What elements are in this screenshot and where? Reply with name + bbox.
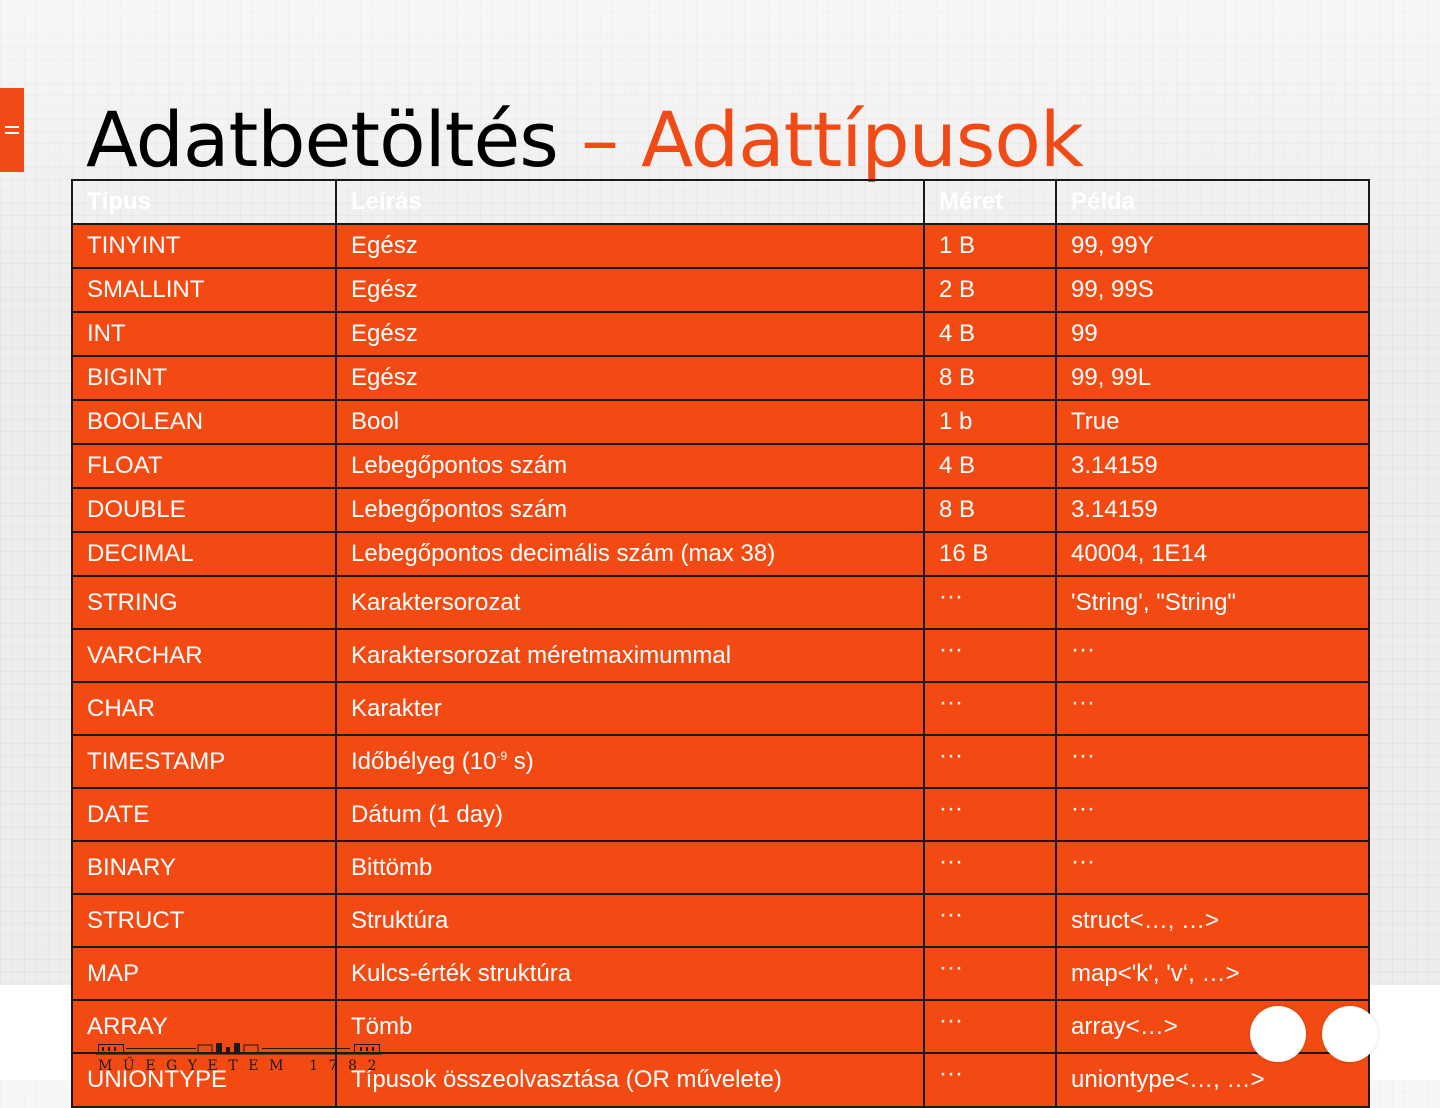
description-text: s) xyxy=(507,747,534,775)
cell-size: 4 B xyxy=(924,312,1056,356)
cell-type: INT xyxy=(72,312,336,356)
cell-description: Lebegőpontos szám xyxy=(336,444,924,488)
cell-type: CHAR xyxy=(72,682,336,735)
cell-example: 3.14159 xyxy=(1056,488,1369,532)
cell-description: Karakter xyxy=(336,682,924,735)
cell-example: ··· xyxy=(1056,788,1369,841)
bme-logo xyxy=(96,1040,386,1076)
cell-size: ··· xyxy=(924,894,1056,947)
cell-description: Egész xyxy=(336,268,924,312)
table-row xyxy=(72,629,1369,682)
description-text: Időbélyeg (10 xyxy=(351,747,497,775)
cell-size: ··· xyxy=(924,1053,1056,1107)
cell-example: array<…> xyxy=(1056,1000,1369,1053)
data-types-table xyxy=(71,179,1370,1108)
cell-description: Egész xyxy=(336,224,924,268)
cell-size: ··· xyxy=(924,682,1056,735)
cell-example: 99, 99L xyxy=(1056,356,1369,400)
cell-description: Bittömb xyxy=(336,841,924,894)
header-example: Példa xyxy=(1056,180,1369,224)
table-row xyxy=(72,400,1369,444)
cell-example: ··· xyxy=(1056,682,1369,735)
cell-description: Kulcs-érték struktúra xyxy=(336,947,924,1000)
cell-type: BINARY xyxy=(72,841,336,894)
cell-type: DATE xyxy=(72,788,336,841)
cell-size: 8 B xyxy=(924,488,1056,532)
table-row xyxy=(72,576,1369,629)
cell-example: 'String', "String" xyxy=(1056,576,1369,629)
cell-description: Dátum (1 day) xyxy=(336,788,924,841)
cell-type: BOOLEAN xyxy=(72,400,336,444)
cell-example: 3.14159 xyxy=(1056,444,1369,488)
cell-description: Típusok összeolvasztása (OR művelete) xyxy=(336,1053,924,1107)
next-slide-button[interactable] xyxy=(1322,1006,1378,1062)
cell-size: ··· xyxy=(924,629,1056,682)
cell-size: ··· xyxy=(924,788,1056,841)
cell-size: ··· xyxy=(924,576,1056,629)
hamburger-menu-icon xyxy=(5,125,19,135)
menu-button[interactable] xyxy=(0,88,24,172)
cell-example: ··· xyxy=(1056,735,1369,788)
cell-type: SMALLINT xyxy=(72,268,336,312)
cell-type: UNIONTYPE xyxy=(72,1053,336,1107)
cell-size: 8 B xyxy=(924,356,1056,400)
cell-size: ··· xyxy=(924,841,1056,894)
title-accent: Adattípusok xyxy=(641,95,1083,184)
cell-type: ARRAY xyxy=(72,1000,336,1053)
cell-type: DOUBLE xyxy=(72,488,336,532)
previous-slide-button[interactable] xyxy=(1250,1006,1306,1062)
cell-description xyxy=(336,735,924,788)
cell-size: 16 B xyxy=(924,532,1056,576)
cell-type: TINYINT xyxy=(72,224,336,268)
cell-size: 1 b xyxy=(924,400,1056,444)
title-separator: – xyxy=(557,95,642,184)
cell-description: Karaktersorozat méretmaximummal xyxy=(336,629,924,682)
header-description: Leírás xyxy=(336,180,924,224)
header-type: Típus xyxy=(72,180,336,224)
logo-text: MŰEGYETEM 1782 xyxy=(98,1058,388,1074)
cell-description: Lebegőpontos decimális szám (max 38) xyxy=(336,532,924,576)
cell-type: STRING xyxy=(72,576,336,629)
table-row xyxy=(72,841,1369,894)
table-row xyxy=(72,268,1369,312)
cell-example: struct<…, …> xyxy=(1056,894,1369,947)
cell-size: 4 B xyxy=(924,444,1056,488)
table-row xyxy=(72,444,1369,488)
cell-description: Karaktersorozat xyxy=(336,576,924,629)
cell-example: 99 xyxy=(1056,312,1369,356)
cell-type: MAP xyxy=(72,947,336,1000)
cell-type: DECIMAL xyxy=(72,532,336,576)
cell-type: TIMESTAMP xyxy=(72,735,336,788)
cell-example: 99, 99Y xyxy=(1056,224,1369,268)
cell-description: Egész xyxy=(336,312,924,356)
cell-description: Struktúra xyxy=(336,894,924,947)
header-size: Méret xyxy=(924,180,1056,224)
table-header-row xyxy=(72,180,1369,224)
exponent: -9 xyxy=(496,748,508,763)
cell-example: 40004, 1E14 xyxy=(1056,532,1369,576)
title-main: Adatbetöltés xyxy=(86,95,558,184)
cell-type: STRUCT xyxy=(72,894,336,947)
cell-size: ··· xyxy=(924,735,1056,788)
cell-example: 99, 99S xyxy=(1056,268,1369,312)
table-row xyxy=(72,488,1369,532)
bme-logo-icon xyxy=(96,1040,382,1056)
cell-size: 1 B xyxy=(924,224,1056,268)
cell-example: uniontype<…, …> xyxy=(1056,1053,1369,1107)
table-row xyxy=(72,356,1369,400)
cell-size: ··· xyxy=(924,947,1056,1000)
cell-example: True xyxy=(1056,400,1369,444)
slide-title xyxy=(86,92,1083,188)
cell-size: 2 B xyxy=(924,268,1056,312)
table-row xyxy=(72,788,1369,841)
cell-type: VARCHAR xyxy=(72,629,336,682)
table-row xyxy=(72,532,1369,576)
cell-example: ··· xyxy=(1056,841,1369,894)
table-row xyxy=(72,894,1369,947)
table-row xyxy=(72,682,1369,735)
table-row xyxy=(72,224,1369,268)
cell-example: map<'k', 'v‘, …> xyxy=(1056,947,1369,1000)
cell-description: Lebegőpontos szám xyxy=(336,488,924,532)
cell-description: Egész xyxy=(336,356,924,400)
cell-type: BIGINT xyxy=(72,356,336,400)
table-row xyxy=(72,735,1369,788)
cell-example: ··· xyxy=(1056,629,1369,682)
cell-description: Bool xyxy=(336,400,924,444)
cell-type: FLOAT xyxy=(72,444,336,488)
table-row xyxy=(72,947,1369,1000)
cell-description: Tömb xyxy=(336,1000,924,1053)
table-row xyxy=(72,312,1369,356)
cell-size: ··· xyxy=(924,1000,1056,1053)
